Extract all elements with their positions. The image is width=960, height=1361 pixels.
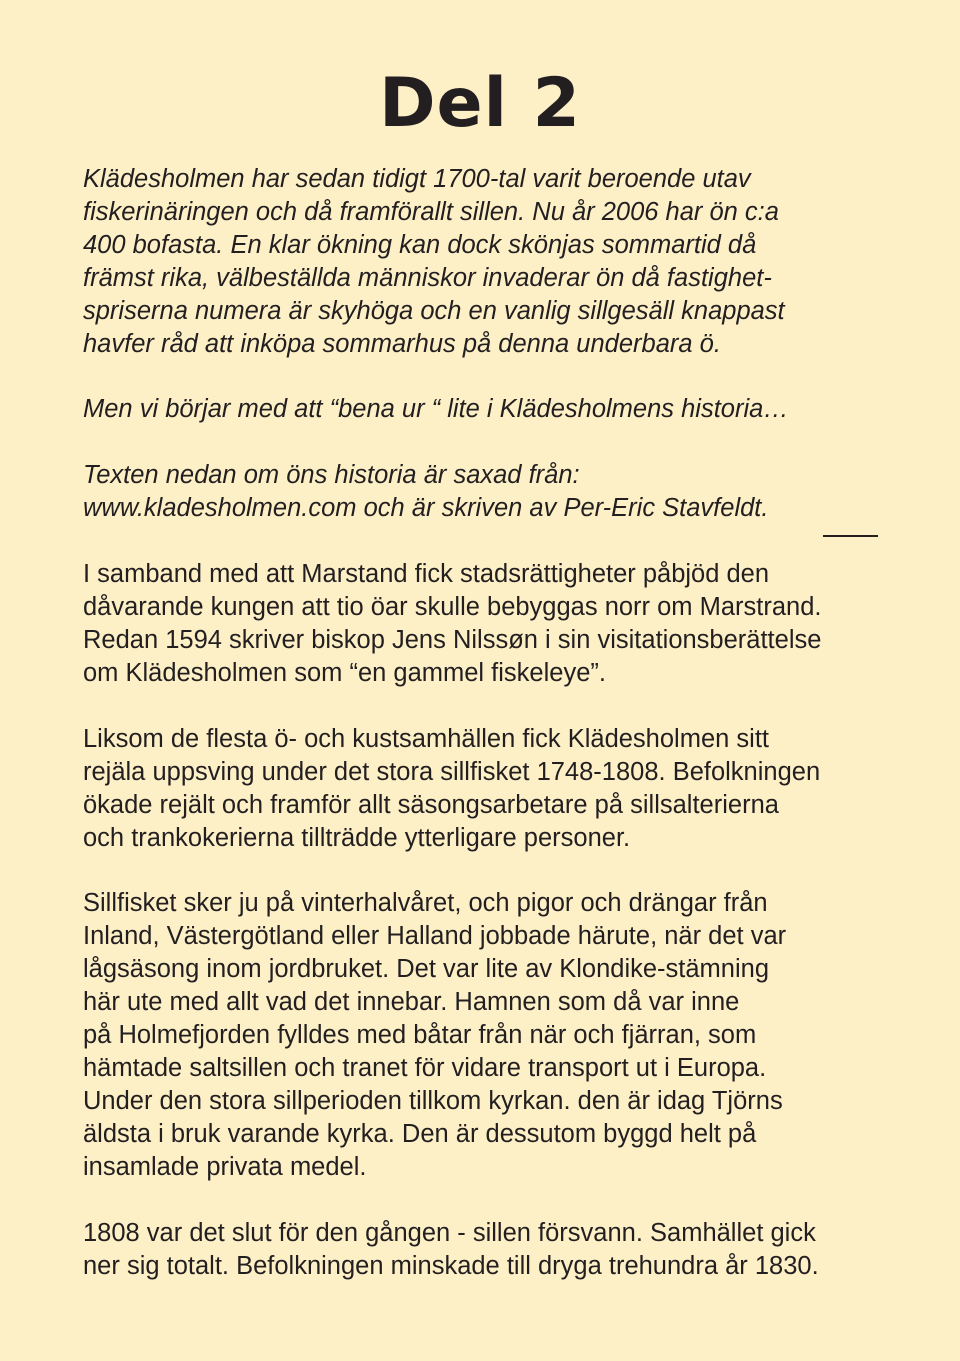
body-line: ner sig totalt. Befolkningen minskade till dryga trehundra år 1830. xyxy=(83,1252,819,1280)
body-line: I samband med att Marstand fick stadsrättigheter påbjöd den xyxy=(83,560,770,588)
intro-line: spriserna numera är skyhöga och en vanlig sillgesäll knappast xyxy=(83,297,785,325)
source-note xyxy=(83,459,883,525)
intro-line: Klädesholmen har sedan tidigt 1700-tal varit beroende utav xyxy=(83,165,751,193)
body-line: ökade rejält och framför allt säsongsarbetare på sillsalterierna xyxy=(83,791,779,819)
body-line: insamlade privata medel. xyxy=(83,1153,367,1181)
body-line: Sillfisket sker ju på vinterhalvåret, och pigor och drängar från xyxy=(83,889,768,917)
body-line: dåvarande kungen att tio öar skulle bebyggas norr om Marstrand. xyxy=(83,593,822,621)
body-line: lågsäsong inom jordbruket. Det var lite av Klondike-stämning xyxy=(83,955,770,983)
body-line: om Klädesholmen som “en gammel fiskeleye”. xyxy=(83,659,606,687)
body-line: på Holmefjorden fylldes med båtar från när och fjärran, som xyxy=(83,1021,757,1049)
body-line: 1808 var det slut för den gången - sillen försvann. Samhället gick xyxy=(83,1219,816,1247)
body-paragraph xyxy=(83,558,883,690)
lead-line xyxy=(83,393,883,426)
body-line: Inland, Västergötland eller Halland jobbade härute, när det var xyxy=(83,922,787,950)
body-line: Under den stora sillperioden tillkom kyrkan. den är idag Tjörns xyxy=(83,1087,783,1115)
source-line: www.kladesholmen.com och är skriven av Per-Eric Stavfeldt. xyxy=(83,494,769,522)
divider-rule xyxy=(823,535,878,537)
intro-line: 400 bofasta. En klar ökning kan dock skönjas sommartid då xyxy=(83,231,757,259)
intro-paragraph xyxy=(83,163,883,361)
body-line: äldsta i bruk varande kyrka. Den är dessutom byggd helt på xyxy=(83,1120,757,1148)
intro-line: fiskerinäringen och då framförallt sillen. Nu år 2006 har ön c:a xyxy=(83,198,779,226)
body-line: Redan 1594 skriver biskop Jens Nilssøn i sin visitationsberättelse xyxy=(83,626,822,654)
body-paragraph xyxy=(83,1217,883,1283)
body-line: hämtade saltsillen och tranet för vidare transport ut i Europa. xyxy=(83,1054,767,1082)
body-line: Liksom de flesta ö- och kustsamhällen fick Klädesholmen sitt xyxy=(83,725,769,753)
body-line: och trankokerierna tillträdde ytterligare personer. xyxy=(83,824,631,852)
body-line: här ute med allt vad det innebar. Hamnen som då var inne xyxy=(83,988,740,1016)
intro-line: havfer råd att inköpa sommarhus på denna underbara ö. xyxy=(83,330,721,358)
body-paragraph xyxy=(83,887,883,1184)
page-title: Del 2 xyxy=(379,64,581,143)
source-line: Texten nedan om öns historia är saxad från: xyxy=(83,461,580,489)
intro-line: främst rika, välbeställda människor invaderar ön då fastighet- xyxy=(83,264,772,292)
body-line: rejäla uppsving under det stora sillfisket 1748-1808. Befolkningen xyxy=(83,758,821,786)
lead-text: Men vi börjar med att “bena ur “ lite i Klädesholmens historia… xyxy=(83,395,789,423)
body-paragraph xyxy=(83,723,883,855)
